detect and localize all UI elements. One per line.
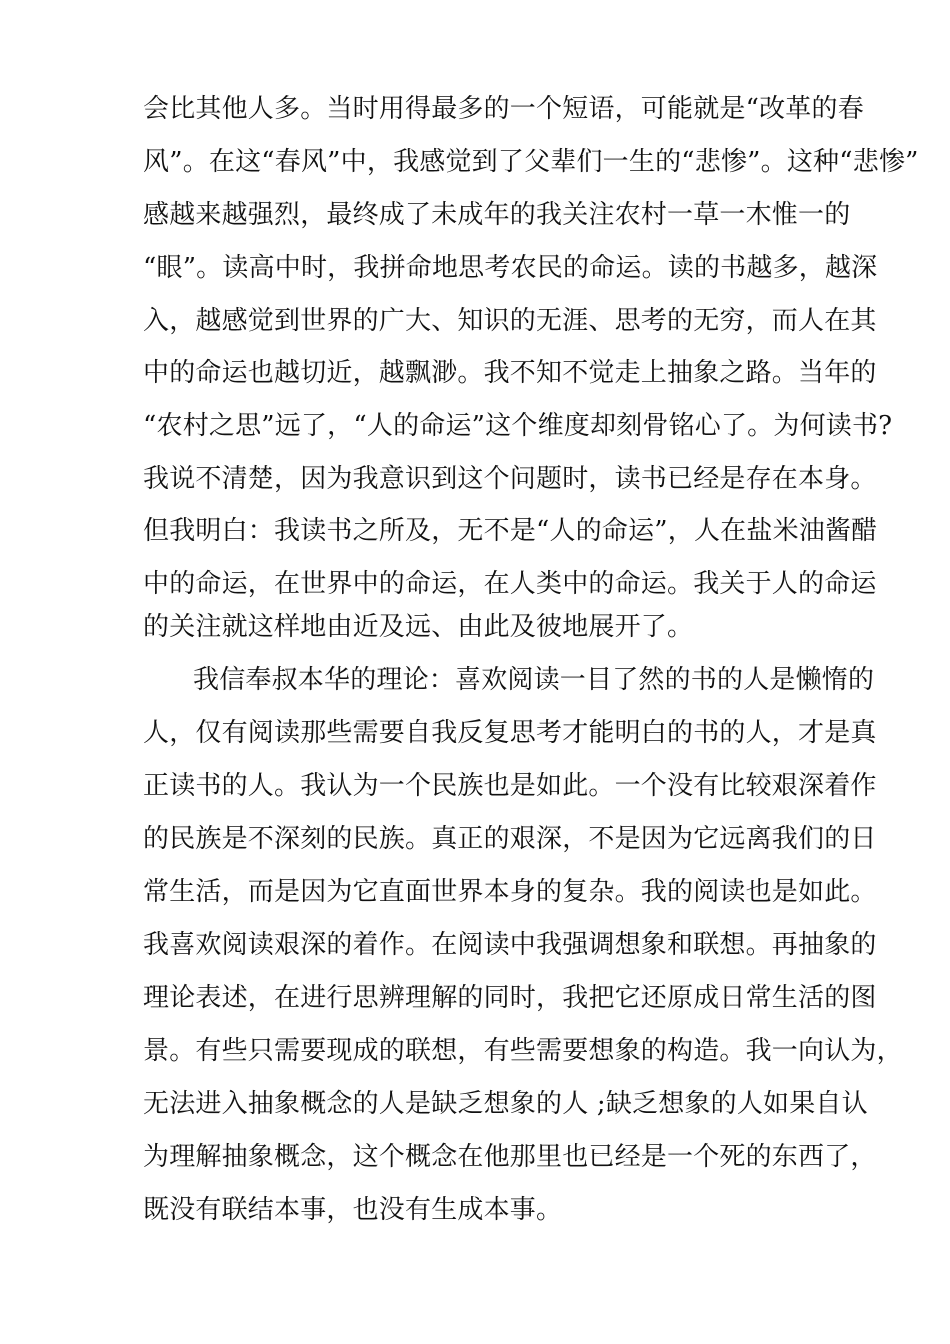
paragraph-end-line: 的关注就这样地由近及远、由此及彼地展开了。 bbox=[143, 612, 694, 642]
text-line: 我喜欢阅读艰深的着作。在阅读中我强调想象和联想。再抽象的 bbox=[143, 930, 877, 960]
text-line: 我说不清楚，因为我意识到这个问题时，读书已经是存在本身。 bbox=[143, 464, 877, 494]
text-line: 为理解抽象概念，这个概念在他那里也已经是一个死的东西了， bbox=[143, 1142, 877, 1172]
text-line: 无法进入抽象概念的人是缺乏想象的人 ;缺乏想象的人如果自认 bbox=[143, 1089, 868, 1119]
text-line: 风”。在这“春风”中，我感觉到了父辈们一生的“悲惨”。这种“悲惨” bbox=[143, 147, 919, 177]
text-line: 理论表述，在进行思辨理解的同时，我把它还原成日常生活的图 bbox=[143, 983, 877, 1013]
paragraph-end-line: 既没有联结本事，也没有生成本事。 bbox=[143, 1195, 563, 1225]
text-line: 会比其他人多。当时用得最多的一个短语，可能就是“改革的春 bbox=[143, 94, 864, 124]
text-line: “农村之思”远了，“人的命运”这个维度却刻骨铭心了。为何读书? bbox=[143, 411, 893, 441]
text-line: 中的命运也越切近，越飘渺。我不知不觉走上抽象之路。当年的 bbox=[143, 358, 877, 388]
text-line: 中的命运，在世界中的命运，在人类中的命运。我关于人的命运 bbox=[143, 569, 877, 599]
text-line: 感越来越强烈，最终成了未成年的我关注农村一草一木惟一的 bbox=[143, 200, 851, 230]
text-line: 入，越感觉到世界的广大、知识的无涯、思考的无穷，而人在其 bbox=[143, 306, 877, 336]
text-line: 常生活，而是因为它直面世界本身的复杂。我的阅读也是如此。 bbox=[143, 877, 877, 907]
paragraph-first-line: 我信奉叔本华的理论：喜欢阅读一目了然的书的人是懒惰的 bbox=[193, 665, 875, 695]
text-line: 但我明白：我读书之所及，无不是“人的命运”，人在盐米油酱醋 bbox=[143, 516, 878, 546]
text-line: “眼”。读高中时，我拼命地思考农民的命运。读的书越多，越深 bbox=[143, 253, 878, 283]
text-line: 人，仅有阅读那些需要自我反复思考才能明白的书的人，才是真 bbox=[143, 718, 877, 748]
text-line: 正读书的人。我认为一个民族也是如此。一个没有比较艰深着作 bbox=[143, 771, 877, 801]
text-line: 景。有些只需要现成的联想，有些需要想象的构造。我一向认为， bbox=[143, 1036, 903, 1066]
text-line: 的民族是不深刻的民族。真正的艰深，不是因为它远离我们的日 bbox=[143, 824, 877, 854]
